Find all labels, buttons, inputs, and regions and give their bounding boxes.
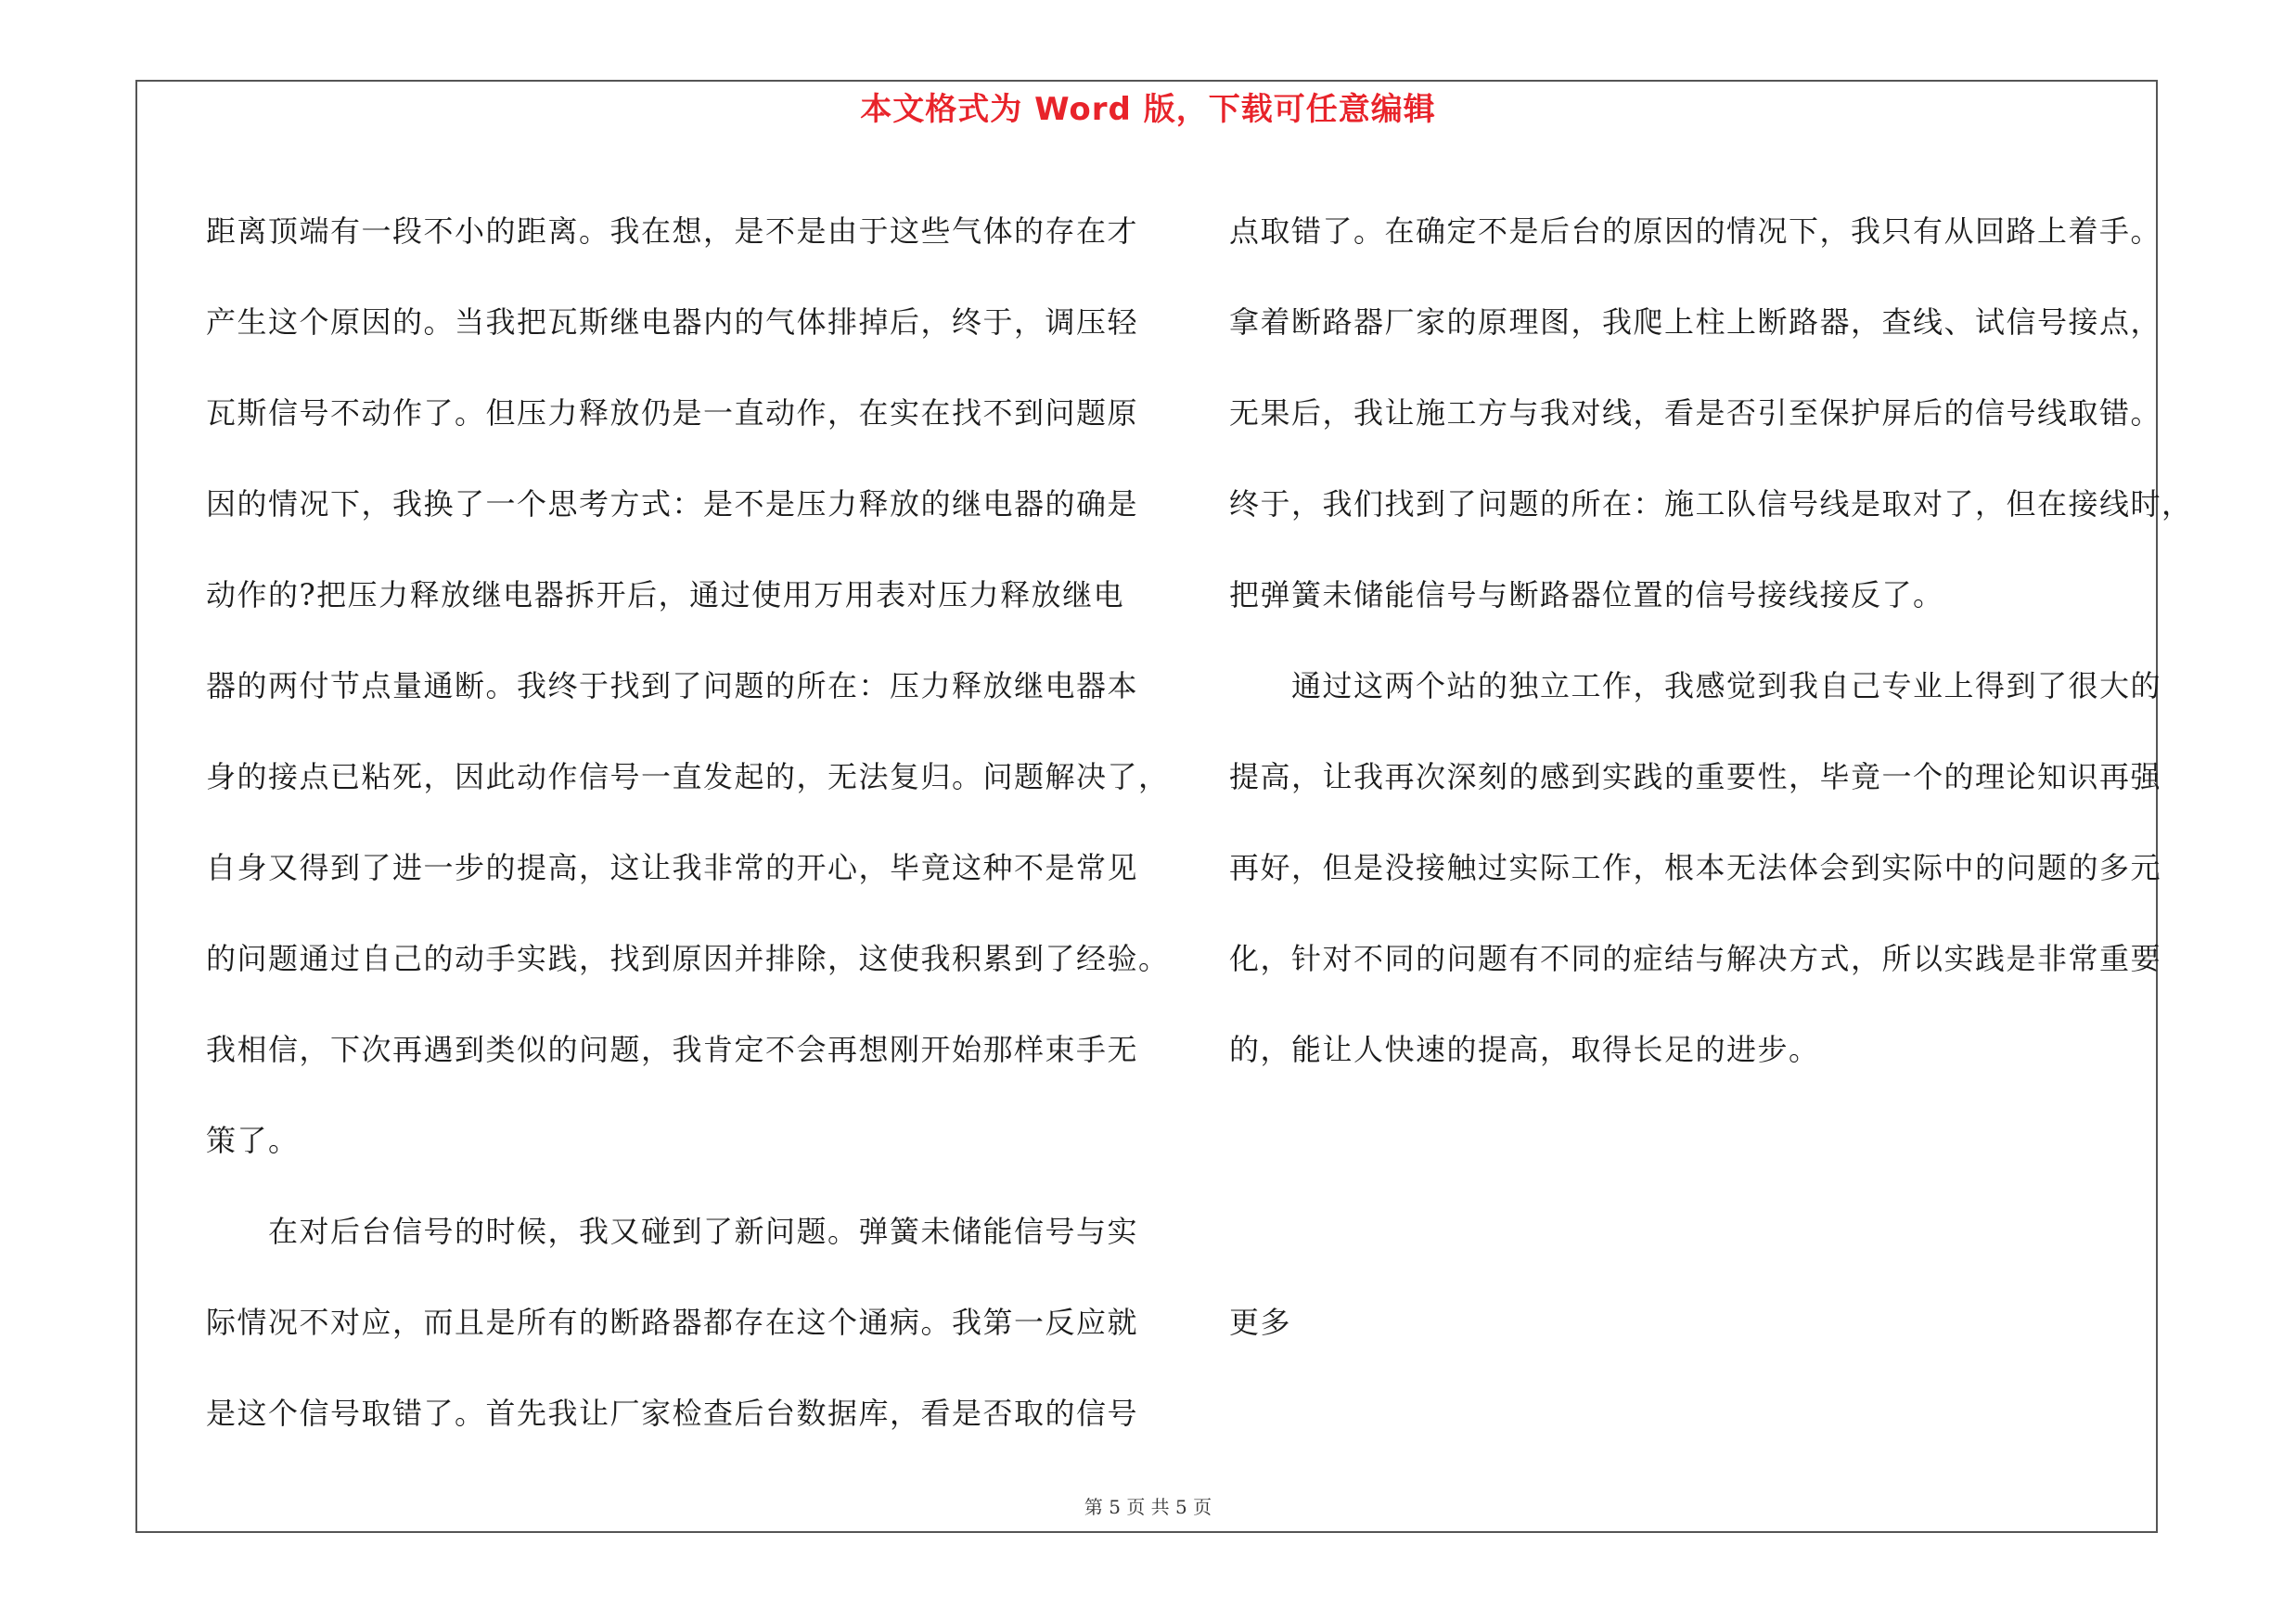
text-line: 瓦斯信号不动作了。但压力释放仍是一直动作，在实在找不到问题原 [206,395,1139,431]
left-column [206,186,1170,1459]
text-line [1229,1095,2166,1186]
text-line: 产生这个原因的。当我把瓦斯继电器内的气体排掉后，终于，调压轻 [206,304,1139,340]
text-line: 是这个信号取错了。首先我让厂家检查后台数据库，看是否取的信号 [206,1396,1139,1431]
text-line: 身的接点已粘死，因此动作信号一直发起的，无法复归。问题解决了， [206,759,1170,794]
text-line: 器的两付节点量通断。我终于找到了问题的所在：压力释放继电器本 [206,668,1139,703]
header-banner: 本文格式为 Word 版，下载可任意编辑 [860,91,1436,128]
text-line: 自身又得到了进一步的提高，这让我非常的开心，毕竟这种不是常见 [206,850,1139,885]
text-line: 再好，但是没接触过实际工作，根本无法体会到实际中的问题的多元 [1229,850,2162,885]
right-column [1229,186,2193,1368]
text-line: 提高，让我再次深刻的感到实践的重要性，毕竟一个的理论知识再强 [1229,759,2162,794]
text-line: 在对后台信号的时候，我又碰到了新问题。弹簧未储能信号与实 [206,1214,1139,1249]
text-line: 的，能让人快速的提高，取得长足的进步。 [1229,1032,1820,1067]
text-line [1229,1186,2166,1277]
page-number: 第 5 页 共 5 页 [1084,1496,1212,1518]
text-line: 际情况不对应，而且是所有的断路器都存在这个通病。我第一反应就 [206,1305,1139,1340]
text-line: 距离顶端有一段不小的距离。我在想，是不是由于这些气体的存在才 [206,213,1139,249]
text-line: 我相信，下次再遇到类似的问题，我肯定不会再想刚开始那样束手无 [206,1032,1139,1067]
text-line: 通过这两个站的独立工作，我感觉到我自己专业上得到了很大的 [1229,668,2162,703]
text-line: 的问题通过自己的动手实践，找到原因并排除，这使我积累到了经验。 [206,941,1170,976]
text-line: 更多 [1229,1305,1292,1340]
text-line: 策了。 [206,1123,300,1158]
text-line: 动作的?把压力释放继电器拆开后，通过使用万用表对压力释放继电 [206,577,1125,612]
text-line: 因的情况下，我换了一个思考方式：是不是压力释放的继电器的确是 [206,486,1139,522]
text-line: 终于，我们找到了问题的所在：施工队信号线是取对了，但在接线时， [1229,486,2193,522]
text-line: 拿着断路器厂家的原理图，我爬上柱上断路器，查线、试信号接点， [1229,304,2162,340]
text-line: 点取错了。在确定不是后台的原因的情况下，我只有从回路上着手。 [1229,213,2162,249]
text-line: 把弹簧未储能信号与断路器位置的信号接线接反了。 [1229,577,1944,612]
text-line: 无果后，我让施工方与我对线，看是否引至保护屏后的信号线取错。 [1229,395,2162,431]
text-line: 化，针对不同的问题有不同的症结与解决方式，所以实践是非常重要 [1229,941,2162,976]
